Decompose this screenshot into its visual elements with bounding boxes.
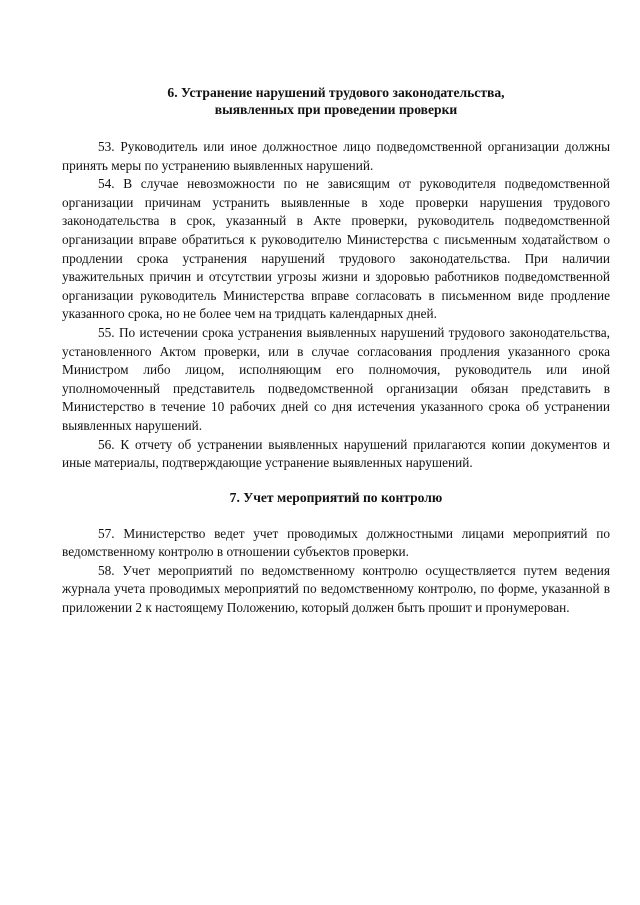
- paragraph-55: 55. По истечении срока устранения выявленных нарушений трудового законодательства, установленного Актом проверки, или в случае согласования продления указанного срока Министром либо лицом, исполняющим его полномочия, руководитель или иной уполномоченный представитель подведомственной организации обязан представить в Министерство в течение 10 рабочих дней со дня истечения указанного срока об устранении выявленных нарушений.: [62, 324, 610, 433]
- paragraph-54: 54. В случае невозможности по не зависящим от руководителя подведомственной организации причинам устранить выявленные в ходе проверки нарушения трудового законодательства в срок, указанный в Акте проверки, руководитель подведомственной организации вправе обратиться к руководителю Министерства с письменным ходатайством о продлении срока устранения нарушений трудового законодательства. При наличии уважительных причин и отсутствии угрозы жизни и здоровью работников подведомственной организации руководитель Министерства вправе согласовать в письменном виде продление указанного срока, но не более чем на тридцать календарных дней.: [62, 176, 610, 322]
- section-6-heading-line-1: 6. Устранение нарушений трудового законодательства,: [167, 85, 505, 100]
- paragraph-58: 58. Учет мероприятий по ведомственному контролю осуществляется путем ведения журнала учета проводимых мероприятий по ведомственному контролю, по форме, указанной в приложении 2 к настоящему Положению, который должен быть прошит и пронумерован.: [62, 562, 610, 616]
- section-6-heading-line-2: выявленных при проведении проверки: [214, 102, 458, 117]
- section-7-heading: 7. Учет мероприятий по контролю: [229, 489, 443, 505]
- paragraph-56: 56. К отчету об устранении выявленных нарушений прилагаются копии документов и иные материалы, подтверждающие устранение выявленных нарушений.: [62, 436, 610, 471]
- document-page: [62, 84, 610, 618]
- section-6-heading: [62, 84, 610, 118]
- paragraph-53: 53. Руководитель или иное должностное лицо подведомственной организации должны принять меры по устранению выявленных нарушений.: [62, 139, 610, 173]
- paragraph-57: 57. Министерство ведет учет проводимых должностными лицами мероприятий по ведомственному контролю в отношении субъектов проверки.: [62, 525, 610, 560]
